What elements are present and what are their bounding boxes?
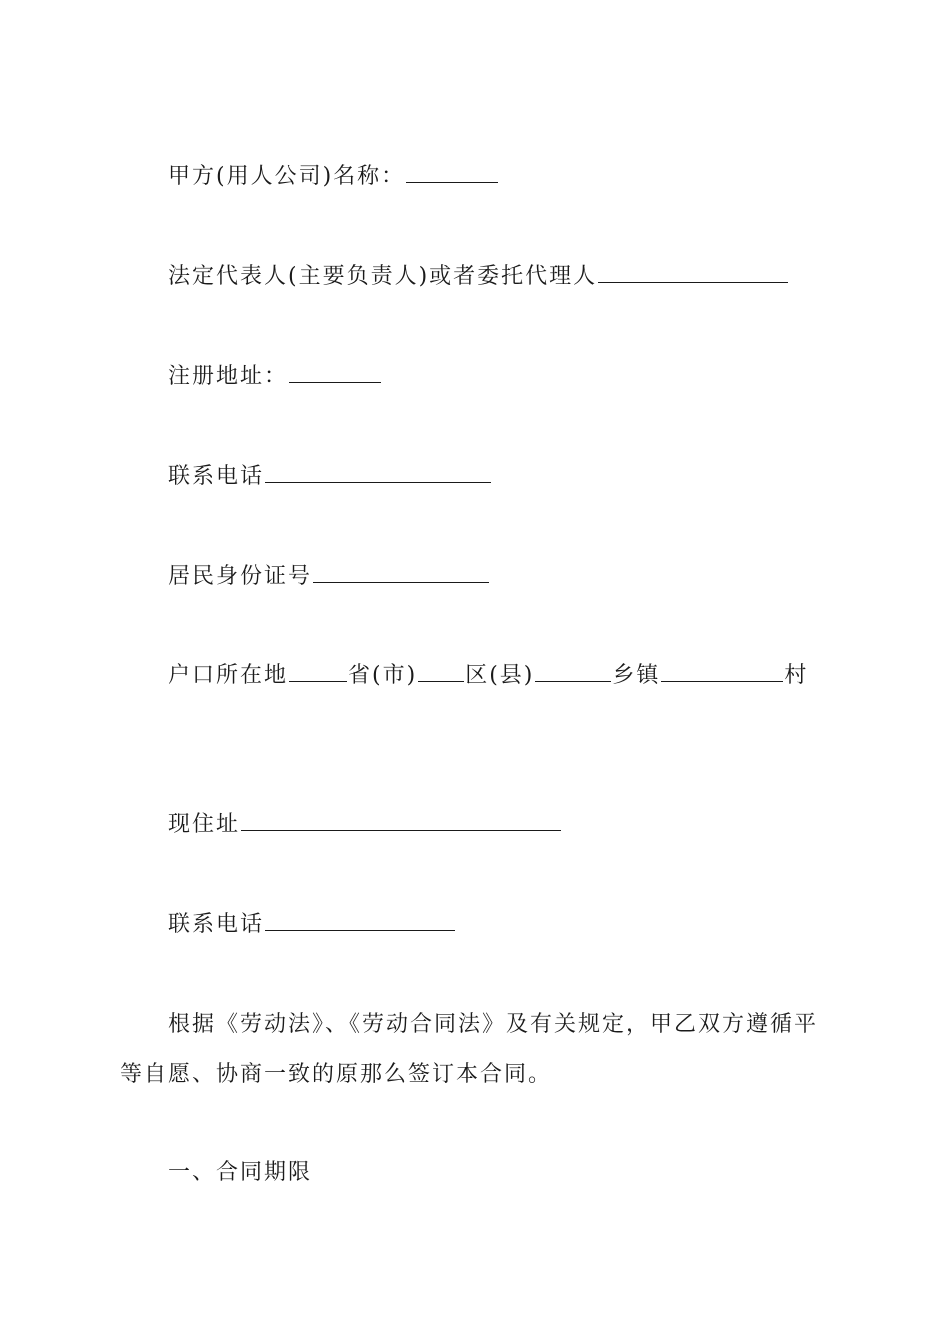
current-address-row (168, 810, 562, 840)
section-1-heading (168, 1158, 312, 1188)
district-blank (418, 661, 464, 682)
province-label: 省(市) (348, 663, 418, 688)
legal-rep-blank (598, 262, 788, 283)
household-row (168, 661, 808, 691)
legal-rep-row (168, 262, 789, 292)
contact-phone-blank-2 (265, 910, 455, 931)
legal-rep-label: 法定代表人(主要负责人)或者委托代理人 (168, 264, 598, 289)
contact-phone-label-1: 联系电话 (168, 464, 265, 489)
id-number-row (168, 562, 490, 592)
province-blank (289, 661, 347, 682)
contact-phone-row-2 (168, 910, 456, 940)
contact-phone-label-2: 联系电话 (168, 912, 265, 937)
party-a-name-label: 甲方(用人公司)名称： (168, 164, 406, 189)
district-label: 区(县) (465, 663, 535, 688)
current-address-label: 现住址 (168, 812, 241, 837)
registered-address-blank (289, 362, 381, 383)
registered-address-label: 注册地址： (168, 364, 289, 389)
registered-address-row (168, 362, 382, 392)
village-label: 村 (784, 663, 809, 688)
township-blank (535, 661, 611, 682)
basis-paragraph: 根据《劳动法》、《劳动合同法》及有关规定，甲乙双方遵循平等自愿、协商一致的原那么签订本合同。 (120, 1012, 819, 1087)
contact-phone-row-1 (168, 462, 492, 492)
party-a-name-row (168, 162, 499, 192)
id-number-label: 居民身份证号 (168, 564, 313, 589)
contact-phone-blank-1 (265, 462, 491, 483)
section-1-heading-text: 一、合同期限 (168, 1160, 313, 1185)
household-label: 户口所在地 (168, 663, 289, 688)
id-number-blank (313, 562, 489, 583)
township-label: 乡镇 (612, 663, 661, 688)
village-blank (661, 661, 783, 682)
party-a-name-blank (406, 162, 498, 183)
current-address-blank (241, 810, 561, 831)
